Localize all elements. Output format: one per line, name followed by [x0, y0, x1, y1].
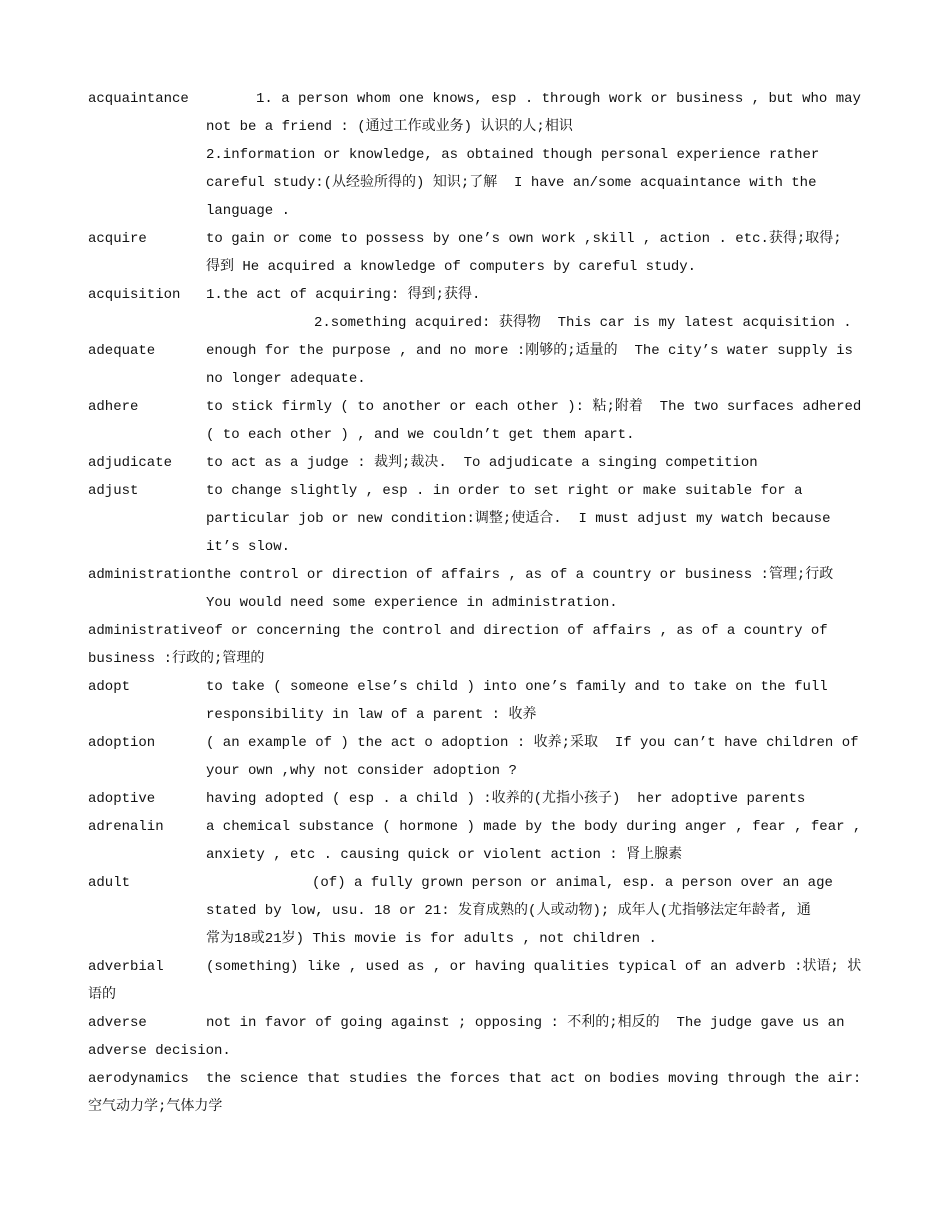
definition-line: it’s slow. [206, 539, 291, 555]
definition-line: stated by low, usu. 18 or 21: 发育成熟的(人或动物); 成年人(尤指够法定年龄者, 通 [206, 903, 811, 919]
definition-line: 常为18或21岁) This movie is for adults , not children . [206, 931, 657, 947]
definition-line: no longer adequate. [206, 371, 366, 387]
definition-line: You would need some experience in administration. [206, 595, 618, 611]
definition-line: 得到 He acquired a knowledge of computers by careful study. [206, 259, 697, 275]
definition-line: 1.the act of acquiring: 得到;获得. [206, 287, 481, 303]
term-administration: administration [88, 567, 206, 583]
definition-line: to gain or come to possess by one’s own work ,skill , action . etc.获得;取得; [206, 231, 842, 247]
definition-line: your own ,why not consider adoption ? [206, 763, 517, 779]
definition-line: to stick firmly ( to another or each other ): 粘;附着 The two surfaces adhered [206, 399, 862, 415]
definition-line: of or concerning the control and direction of affairs , as of a country of [206, 623, 828, 639]
term-acquaintance: acquaintance [88, 91, 189, 107]
term-adrenalin: adrenalin [88, 819, 164, 835]
term-aerodynamics: aerodynamics [88, 1071, 189, 1087]
term-adjudicate: adjudicate [88, 455, 173, 471]
definition-line: adverse decision. [88, 1043, 231, 1059]
term-acquisition: acquisition [88, 287, 181, 303]
definition-line: (something) like , used as , or having qualities typical of an adverb :状语; 状 [206, 959, 862, 975]
definition-line: (of) a fully grown person or animal, esp. a person over an age [312, 875, 833, 891]
definition-line: ( to each other ) , and we couldn’t get them apart. [206, 427, 635, 443]
definition-line: to act as a judge : 裁判;裁决. To adjudicate a singing competition [206, 455, 758, 471]
definition-line: 语的 [88, 987, 116, 1003]
term-acquire: acquire [88, 231, 147, 247]
definition-line: having adopted ( esp . a child ) :收养的(尤指小孩子) her adoptive parents [206, 791, 806, 807]
term-adoption: adoption [88, 735, 156, 751]
definition-line: responsibility in law of a parent : 收养 [206, 707, 537, 723]
definition-line: 2.information or knowledge, as obtained though personal experience rather [206, 147, 820, 163]
definition-line: anxiety , etc . causing quick or violent action : 肾上腺素 [206, 847, 683, 863]
definition-line: not be a friend : (通过工作或业务) 认识的人;相识 [206, 119, 573, 135]
definition-line: 2.something acquired: 获得物 This car is my latest acquisition . [314, 315, 852, 331]
term-adopt: adopt [88, 679, 131, 695]
definition-line: to take ( someone else’s child ) into one’s family and to take on the full [206, 679, 828, 695]
definition-line: 空气动力学;气体力学 [88, 1099, 223, 1115]
definition-line: not in favor of going against ; opposing : 不利的;相反的 The judge gave us an [206, 1015, 845, 1031]
definition-line: enough for the purpose , and no more :刚够的;适量的 The city’s water supply is [206, 343, 853, 359]
definition-line: 1. a person whom one knows, esp . through work or business , but who may [256, 91, 861, 107]
definition-line: the control or direction of affairs , as of a country or business :管理;行政 [206, 567, 834, 583]
term-administrative: administrative [88, 623, 206, 639]
term-adverse: adverse [88, 1015, 147, 1031]
term-adverbial: adverbial [88, 959, 164, 975]
definition-line: a chemical substance ( hormone ) made by the body during anger , fear , fear , [206, 819, 862, 835]
term-adequate: adequate [88, 343, 156, 359]
definition-line: language . [206, 203, 291, 219]
term-adhere: adhere [88, 399, 139, 415]
definition-line: particular job or new condition:调整;使适合. I must adjust my watch because [206, 511, 831, 527]
definition-line: ( an example of ) the act o adoption : 收养;采取 If you can’t have children of [206, 735, 859, 751]
definition-line: business :行政的;管理的 [88, 651, 265, 667]
definition-line: careful study:(从经验所得的) 知识;了解 I have an/some acquaintance with the [206, 175, 817, 191]
definition-line: the science that studies the forces that act on bodies moving through the air: [206, 1071, 862, 1087]
term-adult: adult [88, 875, 131, 891]
term-adoptive: adoptive [88, 791, 156, 807]
definition-line: to change slightly , esp . in order to set right or make suitable for a [206, 483, 803, 499]
term-adjust: adjust [88, 483, 139, 499]
